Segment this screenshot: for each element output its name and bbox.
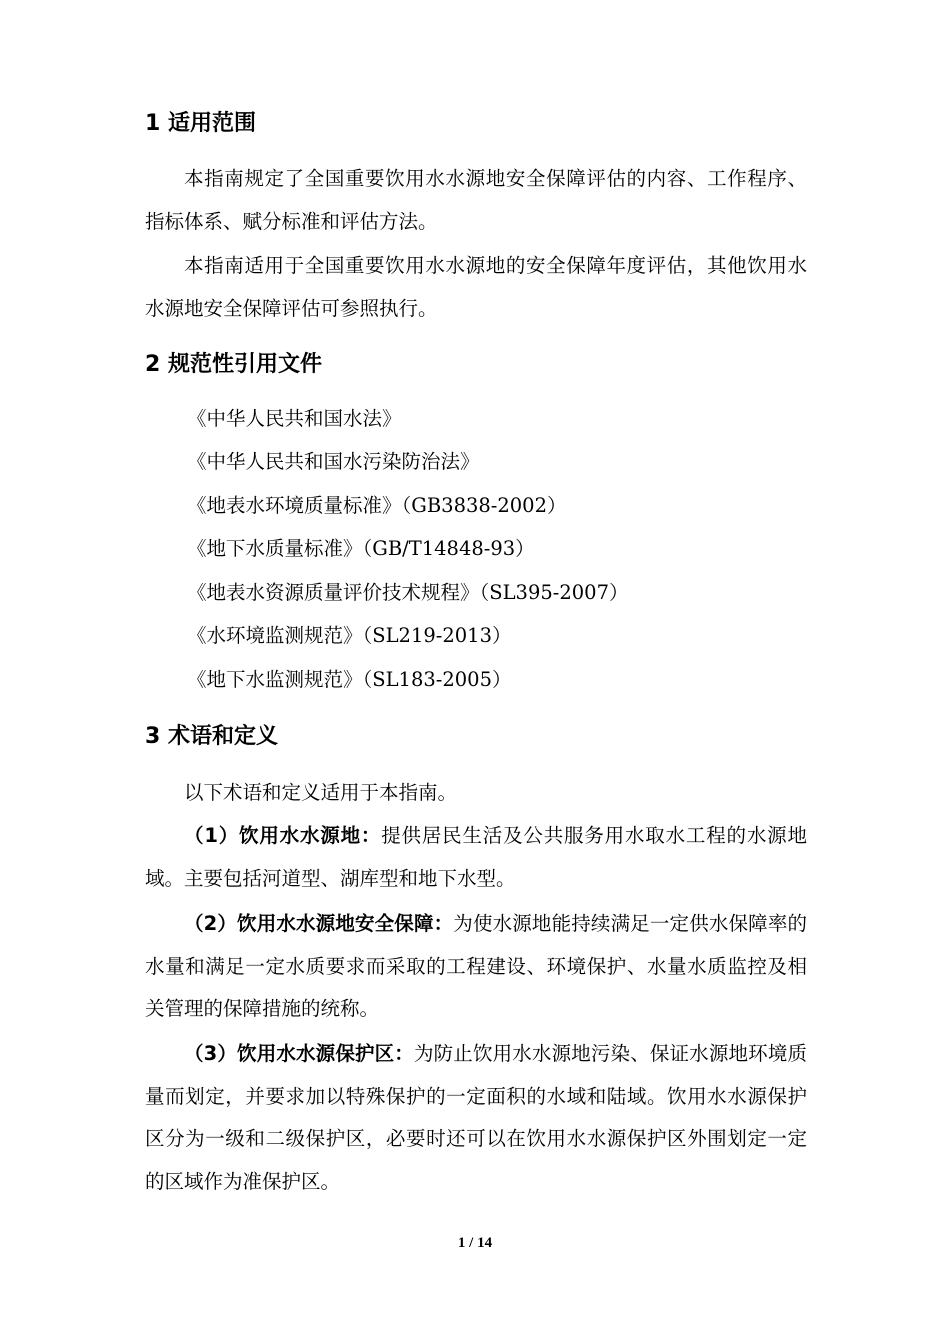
term-definition-3: [145, 1033, 807, 1203]
section-3-heading: 3 术语和定义: [145, 724, 278, 749]
section-1-paragraph-1: 本指南规定了全国重要饮用水水源地安全保障评估的内容、工作程序、指标体系、赋分标准和评估方法。: [145, 167, 807, 233]
page-number: 1 / 14: [457, 1235, 493, 1251]
reference-item-6: 《水环境监测规范》（SL219-2013）: [187, 624, 512, 647]
term-text-1: 提供居民生活及公共服务用水取水工程的水源地域。主要包括河道型、湖库型和地下水型。: [145, 824, 807, 890]
section-3-intro: 以下术语和定义适用于本指南。: [184, 781, 458, 804]
reference-item-4: 《地下水质量标准》（GB/T14848-93）: [187, 537, 535, 560]
reference-item-3: 《地表水环境质量标准》（GB3838-2002）: [187, 494, 567, 517]
term-definition-2: [145, 903, 807, 1031]
term-text-2: 为使水源地能持续满足一定供水保障率的水量和满足一定水质要求而采取的工程建设、环境保护、水量水质监控及相关管理的保障措施的统称。: [145, 912, 807, 1020]
term-label-1: （1）饮用水水源地：: [184, 824, 382, 847]
section-1-heading: 1 适用范围: [145, 111, 256, 136]
term-definition-1: [145, 815, 807, 900]
reference-item-7: 《地下水监测规范》（SL183-2005）: [187, 668, 512, 691]
reference-item-5: 《地表水资源质量评价技术规程》（SL395-2007）: [187, 581, 629, 604]
section-2-heading: 2 规范性引用文件: [145, 352, 322, 377]
term-label-2: （2）饮用水水源地安全保障：: [184, 912, 454, 935]
term-text-3: 为防止饮用水水源地污染、保证水源地环境质量而划定，并要求加以特殊保护的一定面积的水域和陆域。饮用水水源保护区分为一级和二级保护区，必要时还可以在饮用水水源保护区外围划定一定的区域作为准保护区。: [145, 1042, 807, 1193]
term-label-3: （3）饮用水水源保护区：: [184, 1042, 414, 1065]
reference-item-1: 《中华人民共和国水法》: [187, 407, 402, 430]
section-1-paragraph-2: 本指南适用于全国重要饮用水水源地的安全保障年度评估，其他饮用水水源地安全保障评估可参照执行。: [145, 254, 807, 320]
reference-item-2: 《中华人民共和国水污染防治法》: [187, 450, 480, 473]
